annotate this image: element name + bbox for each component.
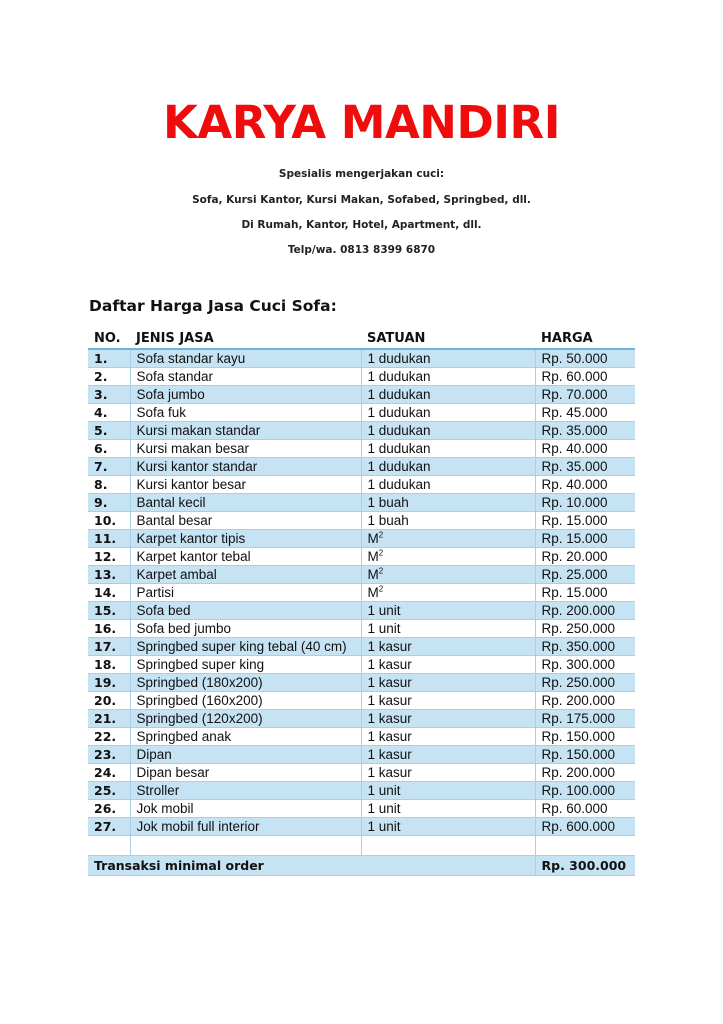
price: Rp. 10.000 — [535, 494, 635, 512]
tagline-items: Sofa, Kursi Kantor, Kursi Makan, Sofabed, Springbed, dll. — [192, 194, 531, 206]
unit: 1 kasur — [361, 674, 535, 692]
service-name: Karpet ambal — [130, 566, 361, 584]
price: Rp. 250.000 — [535, 674, 635, 692]
unit-superscript: 2 — [378, 584, 384, 594]
table-row — [88, 386, 635, 404]
row-number: 6. — [88, 440, 130, 458]
table-row — [88, 638, 635, 656]
unit: 1 dudukan — [361, 349, 535, 368]
table-row — [88, 764, 635, 782]
unit: 1 dudukan — [361, 386, 535, 404]
row-number: 27. — [88, 818, 130, 836]
blank-row — [88, 836, 635, 856]
unit — [361, 566, 535, 584]
row-number: 8. — [88, 476, 130, 494]
table-row — [88, 728, 635, 746]
row-number: 13. — [88, 566, 130, 584]
price: Rp. 350.000 — [535, 638, 635, 656]
table-row — [88, 548, 635, 566]
price-table — [88, 329, 635, 876]
service-name: Kursi makan standar — [130, 422, 361, 440]
price: Rp. 45.000 — [535, 404, 635, 422]
price: Rp. 40.000 — [535, 440, 635, 458]
section-title: Daftar Harga Jasa Cuci Sofa: — [89, 297, 337, 315]
service-name: Jok mobil — [130, 800, 361, 818]
table-row — [88, 782, 635, 800]
unit: 1 dudukan — [361, 404, 535, 422]
service-name: Karpet kantor tipis — [130, 530, 361, 548]
unit: 1 kasur — [361, 764, 535, 782]
row-number: 26. — [88, 800, 130, 818]
unit-superscript: 2 — [378, 548, 384, 558]
service-name: Springbed anak — [130, 728, 361, 746]
row-number: 2. — [88, 368, 130, 386]
price: Rp. 150.000 — [535, 728, 635, 746]
row-number: 21. — [88, 710, 130, 728]
service-name: Bantal besar — [130, 512, 361, 530]
service-name: Jok mobil full interior — [130, 818, 361, 836]
service-name: Springbed (120x200) — [130, 710, 361, 728]
table-row — [88, 656, 635, 674]
unit — [361, 530, 535, 548]
table-row — [88, 530, 635, 548]
unit — [361, 584, 535, 602]
table-row — [88, 800, 635, 818]
service-name: Sofa bed — [130, 602, 361, 620]
service-name: Sofa standar kayu — [130, 349, 361, 368]
table-row — [88, 494, 635, 512]
row-number: 3. — [88, 386, 130, 404]
price: Rp. 100.000 — [535, 782, 635, 800]
service-name: Dipan — [130, 746, 361, 764]
unit: 1 unit — [361, 818, 535, 836]
service-name: Partisi — [130, 584, 361, 602]
unit: 1 dudukan — [361, 440, 535, 458]
unit: 1 unit — [361, 800, 535, 818]
blank-cell — [535, 836, 635, 856]
brand-title: KARYA MANDIRI — [163, 96, 560, 149]
price: Rp. 60.000 — [535, 368, 635, 386]
unit: 1 kasur — [361, 746, 535, 764]
row-number: 24. — [88, 764, 130, 782]
unit: 1 dudukan — [361, 476, 535, 494]
tagline-locations: Di Rumah, Kantor, Hotel, Apartment, dll. — [241, 219, 482, 231]
price: Rp. 15.000 — [535, 512, 635, 530]
row-number: 5. — [88, 422, 130, 440]
blank-cell — [361, 836, 535, 856]
price: Rp. 50.000 — [535, 349, 635, 368]
unit-label: M — [367, 585, 379, 600]
service-name: Sofa jumbo — [130, 386, 361, 404]
service-name: Springbed (160x200) — [130, 692, 361, 710]
table-row — [88, 746, 635, 764]
unit-superscript: 2 — [378, 566, 384, 576]
table-row — [88, 404, 635, 422]
table-row — [88, 422, 635, 440]
table-header-row — [88, 329, 635, 349]
table-row — [88, 602, 635, 620]
unit: 1 unit — [361, 602, 535, 620]
table-row — [88, 620, 635, 638]
service-name: Sofa fuk — [130, 404, 361, 422]
unit — [361, 548, 535, 566]
price: Rp. 250.000 — [535, 620, 635, 638]
unit: 1 buah — [361, 512, 535, 530]
row-number: 12. — [88, 548, 130, 566]
row-number: 22. — [88, 728, 130, 746]
unit: 1 dudukan — [361, 422, 535, 440]
row-number: 10. — [88, 512, 130, 530]
tagline-specialist: Spesialis mengerjakan cuci: — [278, 168, 445, 180]
unit: 1 buah — [361, 494, 535, 512]
table-row — [88, 476, 635, 494]
price: Rp. 20.000 — [535, 548, 635, 566]
price: Rp. 200.000 — [535, 602, 635, 620]
service-name: Stroller — [130, 782, 361, 800]
unit: 1 unit — [361, 620, 535, 638]
service-name: Springbed super king — [130, 656, 361, 674]
row-number: 9. — [88, 494, 130, 512]
minimum-order-label: Transaksi minimal order — [88, 856, 535, 876]
service-name: Kursi makan besar — [130, 440, 361, 458]
row-number: 20. — [88, 692, 130, 710]
price: Rp. 150.000 — [535, 746, 635, 764]
service-name: Bantal kecil — [130, 494, 361, 512]
row-number: 1. — [88, 349, 130, 368]
service-name: Springbed super king tebal (40 cm) — [130, 638, 361, 656]
table-row — [88, 368, 635, 386]
row-number: 4. — [88, 404, 130, 422]
minimum-order-row — [88, 856, 635, 876]
service-name: Karpet kantor tebal — [130, 548, 361, 566]
unit-label: M — [367, 549, 379, 564]
price: Rp. 600.000 — [535, 818, 635, 836]
unit: 1 kasur — [361, 710, 535, 728]
row-number: 23. — [88, 746, 130, 764]
column-header-no: NO. — [88, 329, 130, 349]
table-row — [88, 512, 635, 530]
unit-superscript: 2 — [378, 530, 384, 540]
row-number: 15. — [88, 602, 130, 620]
row-number: 25. — [88, 782, 130, 800]
service-name: Springbed (180x200) — [130, 674, 361, 692]
table-row — [88, 818, 635, 836]
unit-label: M — [367, 567, 379, 582]
table-row — [88, 458, 635, 476]
row-number: 7. — [88, 458, 130, 476]
price: Rp. 35.000 — [535, 422, 635, 440]
contact-phone: Telp/wa. 0813 8399 6870 — [287, 244, 436, 256]
row-number: 16. — [88, 620, 130, 638]
service-name: Kursi kantor standar — [130, 458, 361, 476]
blank-cell — [130, 836, 361, 856]
table-row — [88, 566, 635, 584]
unit: 1 dudukan — [361, 368, 535, 386]
row-number: 11. — [88, 530, 130, 548]
price: Rp. 175.000 — [535, 710, 635, 728]
blank-cell — [88, 836, 130, 856]
unit: 1 dudukan — [361, 458, 535, 476]
price: Rp. 15.000 — [535, 584, 635, 602]
unit: 1 unit — [361, 782, 535, 800]
row-number: 17. — [88, 638, 130, 656]
price: Rp. 300.000 — [535, 656, 635, 674]
row-number: 19. — [88, 674, 130, 692]
price: Rp. 40.000 — [535, 476, 635, 494]
table-row — [88, 674, 635, 692]
column-header-satuan: SATUAN — [361, 329, 535, 349]
unit: 1 kasur — [361, 692, 535, 710]
price: Rp. 35.000 — [535, 458, 635, 476]
column-header-jenis: JENIS JASA — [130, 329, 361, 349]
table-row — [88, 349, 635, 368]
service-name: Dipan besar — [130, 764, 361, 782]
price: Rp. 200.000 — [535, 764, 635, 782]
price: Rp. 200.000 — [535, 692, 635, 710]
price: Rp. 60.000 — [535, 800, 635, 818]
price: Rp. 70.000 — [535, 386, 635, 404]
service-name: Sofa bed jumbo — [130, 620, 361, 638]
table-row — [88, 692, 635, 710]
table-row — [88, 710, 635, 728]
service-name: Sofa standar — [130, 368, 361, 386]
unit-label: M — [367, 531, 379, 546]
service-name: Kursi kantor besar — [130, 476, 361, 494]
unit: 1 kasur — [361, 728, 535, 746]
unit: 1 kasur — [361, 656, 535, 674]
row-number: 14. — [88, 584, 130, 602]
price: Rp. 15.000 — [535, 530, 635, 548]
price: Rp. 25.000 — [535, 566, 635, 584]
minimum-order-value: Rp. 300.000 — [535, 856, 635, 876]
unit: 1 kasur — [361, 638, 535, 656]
table-row — [88, 584, 635, 602]
column-header-harga: HARGA — [535, 329, 635, 349]
table-row — [88, 440, 635, 458]
row-number: 18. — [88, 656, 130, 674]
